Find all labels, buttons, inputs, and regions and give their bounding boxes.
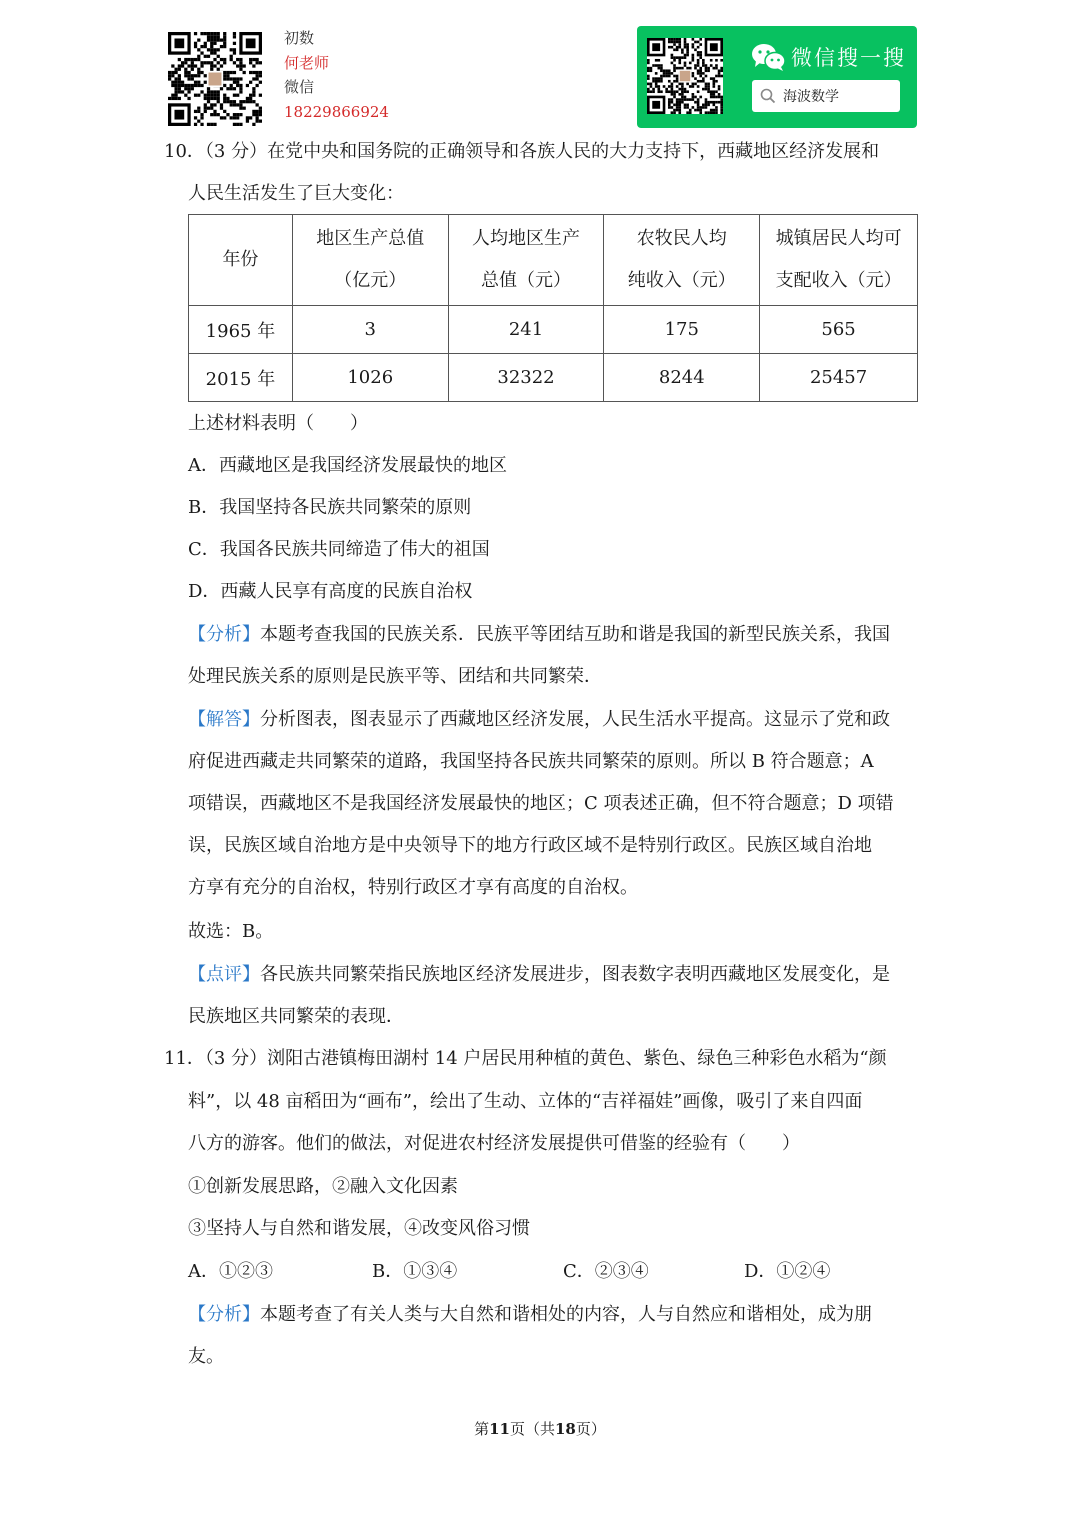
q10-analysis-line-2: 处理民族关系的原则是民族平等、团结和共同繁荣． [188,666,602,687]
table-header-cell: 年份 [189,215,293,306]
table-row [189,354,918,402]
q11-option-d: D．①②④ [744,1261,831,1282]
table-cell: 1965 年 [189,306,293,354]
q10-option-a: A．西藏地区是我国经济发展最快的地区 [188,455,507,476]
q10-option-d: D．西藏人民享有高度的民族自治权 [188,581,473,602]
q10-answer-line-2: 府促进西藏走共同繁荣的道路，我国坚持各民族共同繁荣的原则。所以 B 符合题意；A [188,751,874,772]
wechat-search-banner [637,26,917,128]
page-header [0,0,1080,140]
wechat-search-box[interactable] [752,80,900,112]
q11-stem-line-2: 料”，以 48 亩稻田为“画布”，绘出了生动、立体的“吉祥福娃”画像，吸引了来自四面 [188,1091,863,1112]
table-header-row [189,215,918,306]
q10-stem-line-1: 10．（3 分）在党中央和国务院的正确领导和各族人民的大力支持下，西藏地区经济发展和 [164,141,880,162]
contact-subject: 初数 [284,29,315,47]
q11-option-b: B．①③④ [372,1261,458,1282]
table-cell: 2015 年 [189,354,293,402]
table-row [189,306,918,354]
contact-qr-code [168,32,262,126]
comment-tag: 【点评】 [188,964,260,985]
q11-stem-line-1: 11．（3 分）浏阳古港镇梅田湖村 14 户居民用种植的黄色、紫色、绿色三种彩色水稻为“颜 [164,1048,887,1069]
wechat-search-title: 微信搜一搜 [791,46,906,70]
q10-option-c: C．我国各民族共同缔造了伟大的祖国 [188,539,490,560]
q10-question: 上述材料表明（ ） [188,413,368,434]
q10-analysis-line-1: 【分析】本题考查我国的民族关系．民族平等团结互助和谐是我国的新型民族关系，我国 [188,624,890,645]
wechat-qr-code [647,38,723,114]
q10-answer-line-4: 误，民族区域自治地方是中央领导下的地方行政区域不是特别行政区。民族区域自治地 [188,835,872,856]
current-page: 11 [489,1420,510,1438]
q11-item-1: ①创新发展思路，②融入文化因素 [188,1176,458,1197]
q11-analysis-line-2: 友。 [188,1346,224,1367]
analysis-tag: 【分析】 [188,624,260,645]
q11-item-2: ③坚持人与自然和谐发展，④改变风俗习惯 [188,1218,530,1239]
table-cell: 25457 [760,354,918,402]
q10-comment-line-2: 民族地区共同繁荣的表现． [188,1006,404,1027]
search-icon [760,88,776,104]
contact-teacher: 何老师 [284,53,330,72]
table-header-cell: 城镇居民人均可 支配收入（元） [760,215,918,306]
table-header-cell: 地区生产总值 （亿元） [292,215,448,306]
q10-option-b: B．我国坚持各民族共同繁荣的原则 [188,497,472,518]
q11-analysis-line-1: 【分析】本题考查了有关人类与大自然和谐相处的内容，人与自然应和谐相处，成为朋 [188,1304,872,1325]
contact-wechat-label: 微信 [284,78,315,96]
table-header-cell: 农牧民人均 纯收入（元） [604,215,760,306]
q11-stem-line-3: 八方的游客。他们的做法，对促进农村经济发展提供可借鉴的经验有（ ） [188,1133,800,1154]
analysis-tag: 【分析】 [188,1304,260,1325]
table-cell: 175 [604,306,760,354]
table-cell: 3 [292,306,448,354]
contact-info [284,26,389,124]
q10-comment-line-1: 【点评】各民族共同繁荣指民族地区经济发展进步，图表数字表明西藏地区发展变化，是 [188,964,890,985]
table-cell: 32322 [448,354,604,402]
wechat-logo-icon [751,42,787,72]
table-cell: 1026 [292,354,448,402]
answer-tag: 【解答】 [188,709,260,730]
q11-option-a: A．①②③ [188,1261,273,1282]
q10-answer-line-1: 【解答】分析图表，图表显示了西藏地区经济发展，人民生活水平提高。这显示了党和政 [188,709,890,730]
q10-answer-line-3: 项错误，西藏地区不是我国经济发展最快的地区；C 项表述正确，但不符合题意；D 项错 [188,793,894,814]
page-number-footer: 第11页（共18页） [474,1420,606,1438]
table-header-cell: 人均地区生产 总值（元） [448,215,604,306]
q11-option-c: C．②③④ [563,1261,649,1282]
wechat-search-text: 海波数学 [783,89,839,105]
q10-choice: 故选：B。 [188,921,274,942]
q10-stem-line-2: 人民生活发生了巨大变化： [188,183,404,204]
tibet-economy-table [188,214,918,402]
table-cell: 565 [760,306,918,354]
table-cell: 8244 [604,354,760,402]
contact-phone: 18229866924 [284,102,389,121]
q10-answer-line-5: 方享有充分的自治权，特别行政区才享有高度的自治权。 [188,877,638,898]
table-cell: 241 [448,306,604,354]
total-pages: 18 [555,1420,576,1438]
